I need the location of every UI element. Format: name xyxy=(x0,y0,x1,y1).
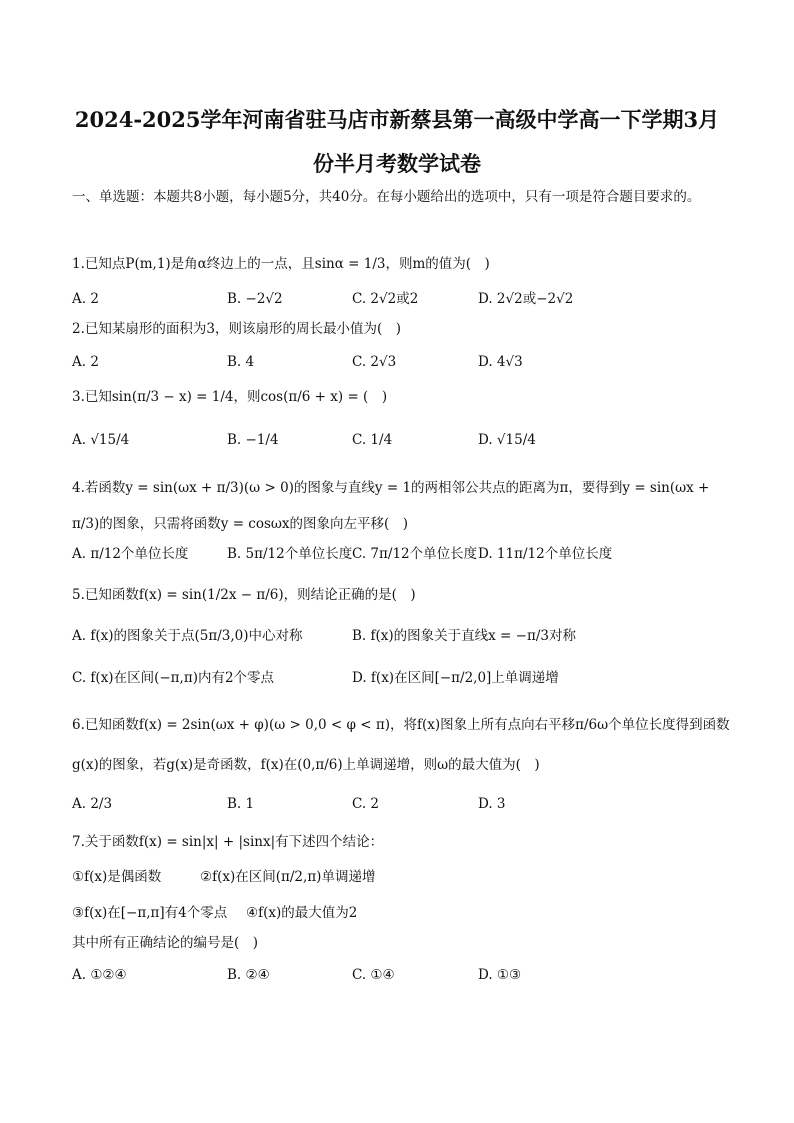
question-2-option-a: A. 2 xyxy=(72,354,99,370)
question-4-option-c: C. 7π/12个单位长度 xyxy=(352,546,478,562)
question-3-stem: 3.已知sin(π/3 − x) = 1/4，则cos(π/6 + x) = ( ) xyxy=(72,389,388,405)
question-2-option-c: C. 2√3 xyxy=(352,354,397,370)
question-4-stem: 4.若函数y = sin(ωx + π/3)(ω > 0)的图象与直线y = 1的两相邻公共点的距离为π，要得到y = sin(ωx + π/3)的图象，只需将函数y = cosωx的图象向左平移( ) xyxy=(72,480,710,532)
question-4-option-b: B. 5π/12个单位长度 xyxy=(227,546,353,562)
question-5-option-d: D. f(x)在区间[−π/2,0]上单调递增 xyxy=(352,670,559,686)
question-5-option-a: A. f(x)的图象关于点(5π/3,0)中心对称 xyxy=(72,628,303,644)
question-1-option-a: A. 2 xyxy=(72,291,99,307)
question-3-option-c: C. 1/4 xyxy=(352,432,393,448)
question-7-statement-1: ①f(x)是偶函数 xyxy=(72,869,162,885)
question-7-stem: 7.关于函数f(x) = sin|x| + |sinx|有下述四个结论： xyxy=(72,834,384,850)
question-6-options xyxy=(72,793,734,815)
question-7-option-a: A. ①②④ xyxy=(72,967,127,983)
question-2-option-d: D. 4√3 xyxy=(478,354,523,370)
question-5-options-row-1 xyxy=(72,625,734,647)
question-1-option-b: B. −2√2 xyxy=(227,291,283,307)
question-4-option-d: D. 11π/12个单位长度 xyxy=(478,546,613,562)
question-7-statement-4: ④f(x)的最大值为2 xyxy=(246,905,358,921)
question-6-option-d: D. 3 xyxy=(478,796,506,812)
exam-title-line-1: 2024-2025学年河南省驻马店市新蔡县第一高级中学高一下学期3月 xyxy=(74,107,720,132)
question-7-statement-2: ②f(x)在区间(π/2,π)单调递增 xyxy=(200,869,376,885)
question-3-options xyxy=(72,429,734,451)
question-6-stem: 6.已知函数f(x) = 2sin(ωx + φ)(ω > 0,0 < φ < π)，将f(x)图象上所有点向右平移π/6ω个单位长度得到函数g(x)的图象，若g(x)是奇函数，f(x)在(0,π/6)上单调递增，则ω的最大值为( ) xyxy=(72,717,730,773)
question-2-option-b: B. 4 xyxy=(227,354,255,370)
exam-title-line-2: 份半月考数学试卷 xyxy=(313,151,481,176)
question-3-option-b: B. −1/4 xyxy=(227,432,279,448)
question-7-ask: 其中所有正确结论的编号是( ) xyxy=(72,935,259,951)
question-5-option-c: C. f(x)在区间(−π,π)内有2个零点 xyxy=(72,670,275,686)
question-7-option-c: C. ①④ xyxy=(352,967,395,983)
question-4-option-a: A. π/12个单位长度 xyxy=(72,546,189,562)
question-6-option-b: B. 1 xyxy=(227,796,255,812)
question-6-option-c: C. 2 xyxy=(352,796,380,812)
question-1-options xyxy=(72,288,734,310)
question-1-option-c: C. 2√2或2 xyxy=(352,291,419,307)
question-7-option-b: B. ②④ xyxy=(227,967,270,983)
question-1-option-d: D. 2√2或−2√2 xyxy=(478,291,574,307)
question-5-option-b: B. f(x)的图象关于直线x = −π/3对称 xyxy=(352,628,576,644)
question-3-option-a: A. √15/4 xyxy=(72,432,130,448)
question-7-option-d: D. ①③ xyxy=(478,967,522,983)
question-7-statement-3: ③f(x)在[−π,π]有4个零点 xyxy=(72,905,228,921)
question-1-stem: 1.已知点P(m,1)是角α终边上的一点，且sinα = 1/3，则m的值为( ) xyxy=(72,256,490,272)
question-5-options-row-2 xyxy=(72,667,734,689)
question-2-options xyxy=(72,351,734,373)
question-4-options xyxy=(72,543,734,565)
exam-title xyxy=(72,98,722,186)
question-7-options xyxy=(72,964,734,986)
question-2-stem: 2.已知某扇形的面积为3，则该扇形的周长最小值为( ) xyxy=(72,321,402,337)
question-5-stem: 5.已知函数f(x) = sin(1/2x − π/6)，则结论正确的是( ) xyxy=(72,587,416,603)
question-6-option-a: A. 2/3 xyxy=(72,796,113,812)
question-3-option-d: D. √15/4 xyxy=(478,432,536,448)
section-heading: 一、单选题：本题共8小题，每小题5分，共40分。在每小题给出的选项中，只有一项是符合题目要求的。 xyxy=(72,189,701,205)
